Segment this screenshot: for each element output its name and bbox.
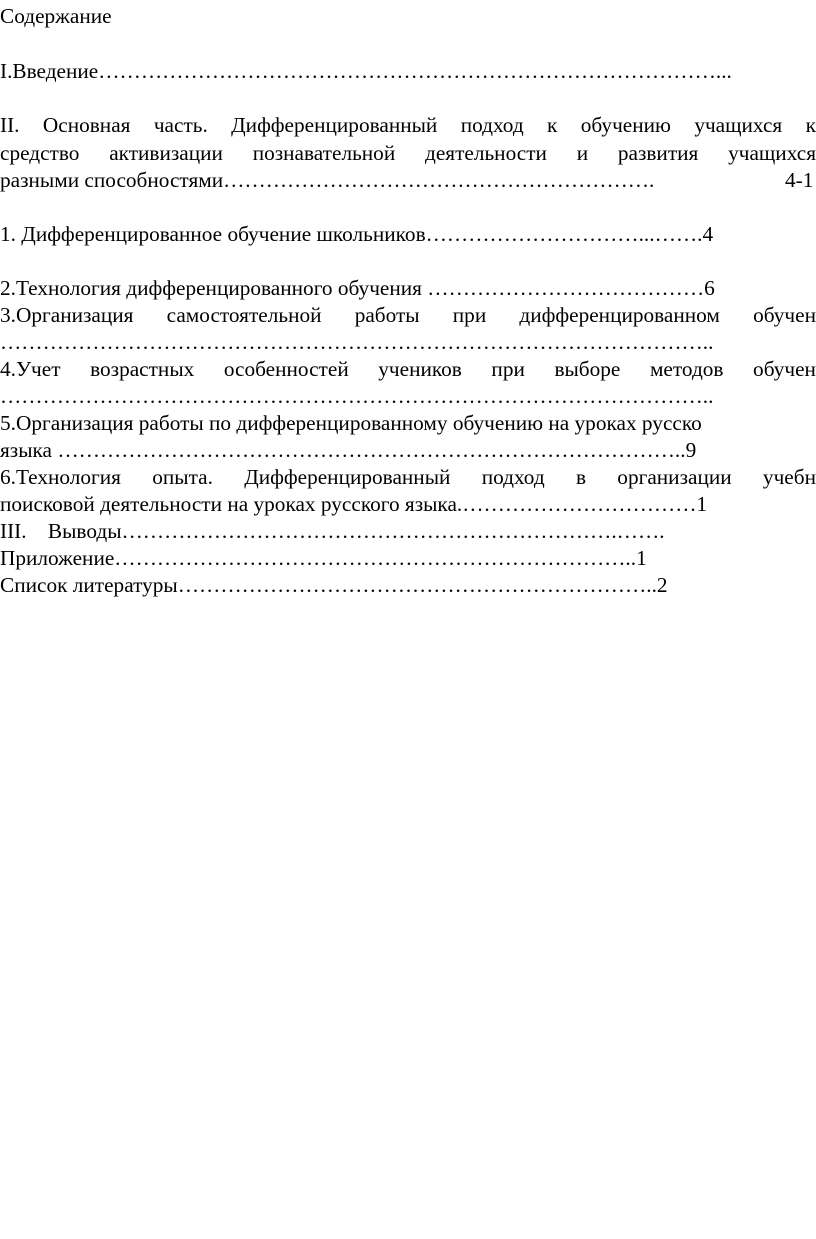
word: обучен (753, 303, 816, 327)
toc-entry-main-part-line1 (0, 112, 816, 139)
word: работы (354, 303, 420, 327)
toc-entry-item3-line2: ……………………………………………………………………………………….. (0, 330, 714, 354)
toc-entry-intro: I.Введение……………………………………………………………………………... (0, 59, 732, 83)
toc-entry-item2: 2.Технология дифференцированного обучения …………………………………6 (0, 276, 715, 300)
word: подход (460, 113, 524, 137)
word: подход (481, 465, 545, 489)
word: учащихся (728, 141, 816, 165)
word: развития (617, 141, 699, 165)
word: активизации (109, 141, 223, 165)
toc-entry-main-part-line2 (0, 140, 816, 167)
word: Дифференцированный (244, 465, 451, 489)
word: средство (0, 141, 80, 165)
toc-entry-item3-line1 (0, 302, 816, 329)
word: выборе (554, 357, 621, 381)
word: познавательной (252, 141, 396, 165)
word: обучен (753, 357, 816, 381)
word: 6.Технология (0, 465, 121, 489)
word: самостоятельной (166, 303, 322, 327)
word: организации (617, 465, 732, 489)
word: возрастных (90, 357, 195, 381)
word: Дифференцированный (231, 113, 438, 137)
word: при (452, 303, 487, 327)
word: Основная (42, 113, 131, 137)
word: к (547, 113, 558, 137)
word: и (576, 141, 589, 165)
toc-entry-item4-line2: ……………………………………………………………………………………….. (0, 384, 714, 408)
word: дифференцированном (519, 303, 720, 327)
word: опыта. (152, 465, 213, 489)
toc-entry-literature: Список литературы…………………………………………………………..2 (0, 573, 668, 597)
word: к (805, 113, 816, 137)
word: учеников (378, 357, 462, 381)
word: 3.Организация (0, 303, 134, 327)
toc-entry-appendix: Приложение………………………………………………………………..1 (0, 546, 647, 570)
toc-entry-item6-line1 (0, 464, 816, 491)
word: учебн (762, 465, 816, 489)
word: деятельности (425, 141, 547, 165)
toc-entry-item4-line1 (0, 356, 816, 383)
toc-entry-main-part-line3: разными способностями……………………………………………………. (0, 168, 655, 192)
word: часть. (153, 113, 208, 137)
toc-entry-conclusions: III. Выводы…………………………………………………………….……. (0, 519, 665, 543)
toc-entry-item1: 1. Дифференцированное обучение школьников…………………………...…….4 (0, 222, 714, 246)
word: методов (649, 357, 724, 381)
word: обучению (580, 113, 671, 137)
toc-entry-item5-line1: 5.Организация работы по дифференцированному обучению на уроках русско (0, 411, 702, 435)
word: при (491, 357, 525, 381)
word: в (575, 465, 587, 489)
word: особенностей (223, 357, 349, 381)
toc-title: Содержание (0, 4, 112, 28)
toc-page-number: 4-1 (785, 168, 814, 192)
word: учащихся (694, 113, 783, 137)
word: II. (0, 113, 20, 137)
toc-entry-item6-line2: поисковой деятельности на уроках русского языка.……………………………1 (0, 492, 708, 516)
word: 4.Учет (0, 357, 61, 381)
toc-entry-item5-line2: языка ……………………………………………………………………………..9 (0, 438, 697, 462)
